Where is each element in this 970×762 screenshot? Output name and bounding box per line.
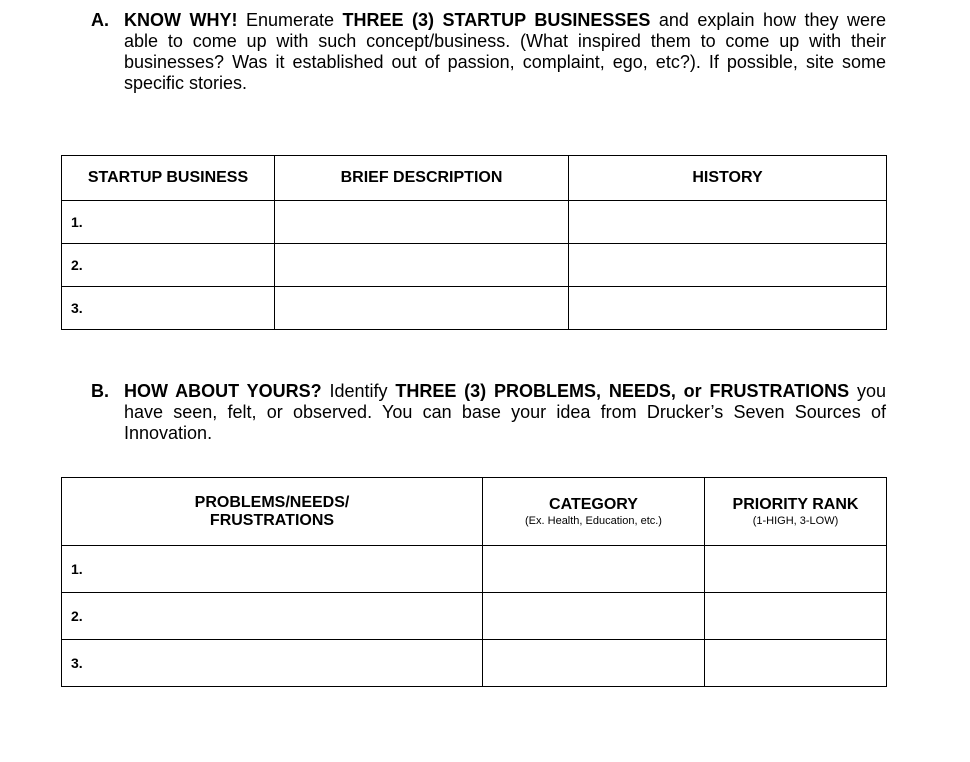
header-line-2: FRUSTRATIONS — [209, 511, 335, 529]
description-cell[interactable] — [275, 287, 569, 330]
row-number[interactable]: 3. — [62, 640, 483, 687]
table-row — [62, 201, 887, 244]
header-title: PRIORITY RANK — [732, 495, 859, 513]
priority-cell[interactable] — [705, 640, 887, 687]
table-header-row — [62, 478, 887, 546]
section-a-text-1: Enumerate — [237, 10, 343, 30]
history-cell[interactable] — [569, 287, 887, 330]
row-number[interactable]: 1. — [62, 201, 275, 244]
section-a-body — [124, 10, 886, 94]
section-a-text-2: and explain how they were able to come up with such concept/business. (What inspired them to come up with their businesses? Was it established out of passion, complaint, ego, etc?). If possible, site some specific stories. — [124, 10, 886, 93]
section-a-instructions — [91, 10, 886, 94]
header-subtitle: (1-HIGH, 3-LOW) — [752, 514, 839, 527]
table-row — [62, 593, 887, 640]
section-b-bold-1: THREE (3) PROBLEMS, NEEDS, or FRUSTRATIONS — [395, 381, 850, 401]
header-title: CATEGORY — [549, 495, 638, 513]
header-subtitle: (Ex. Health, Education, etc.) — [525, 514, 662, 527]
section-b-letter: B. — [91, 381, 109, 401]
history-cell[interactable] — [569, 244, 887, 287]
section-b-instructions — [91, 381, 886, 444]
section-a-heading: KNOW WHY! — [124, 10, 238, 30]
category-cell[interactable] — [483, 593, 705, 640]
table-row — [62, 546, 887, 593]
table-row — [62, 640, 887, 687]
header-problems-needs-frustrations — [62, 478, 483, 546]
header-priority-rank — [705, 478, 887, 546]
header-startup-business: STARTUP BUSINESS — [62, 156, 275, 201]
table-row — [62, 244, 887, 287]
header-category — [483, 478, 705, 546]
section-b-text-2: you have seen, felt, or observed. You can base your idea from Drucker’s Seven Sources of Innovation. — [124, 381, 887, 443]
section-b-text-1: Identify — [321, 381, 396, 401]
row-number[interactable]: 3. — [62, 287, 275, 330]
row-number[interactable]: 2. — [62, 244, 275, 287]
history-cell[interactable] — [569, 201, 887, 244]
description-cell[interactable] — [275, 244, 569, 287]
row-number[interactable]: 1. — [62, 546, 483, 593]
problems-needs-table — [61, 477, 887, 687]
category-cell[interactable] — [483, 640, 705, 687]
table-row — [62, 287, 887, 330]
row-number[interactable]: 2. — [62, 593, 483, 640]
header-line-1: PROBLEMS/NEEDS/ — [194, 493, 350, 511]
category-cell[interactable] — [483, 546, 705, 593]
startup-business-table — [61, 155, 887, 330]
description-cell[interactable] — [275, 201, 569, 244]
priority-cell[interactable] — [705, 593, 887, 640]
section-a-letter: A. — [91, 10, 109, 30]
section-a-bold-1: THREE (3) STARTUP BUSINESSES — [342, 10, 651, 30]
priority-cell[interactable] — [705, 546, 887, 593]
section-b-body — [124, 381, 886, 444]
header-brief-description: BRIEF DESCRIPTION — [275, 156, 569, 201]
table-header-row — [62, 156, 887, 201]
section-b-heading: HOW ABOUT YOURS? — [124, 381, 322, 401]
header-history: HISTORY — [569, 156, 887, 201]
